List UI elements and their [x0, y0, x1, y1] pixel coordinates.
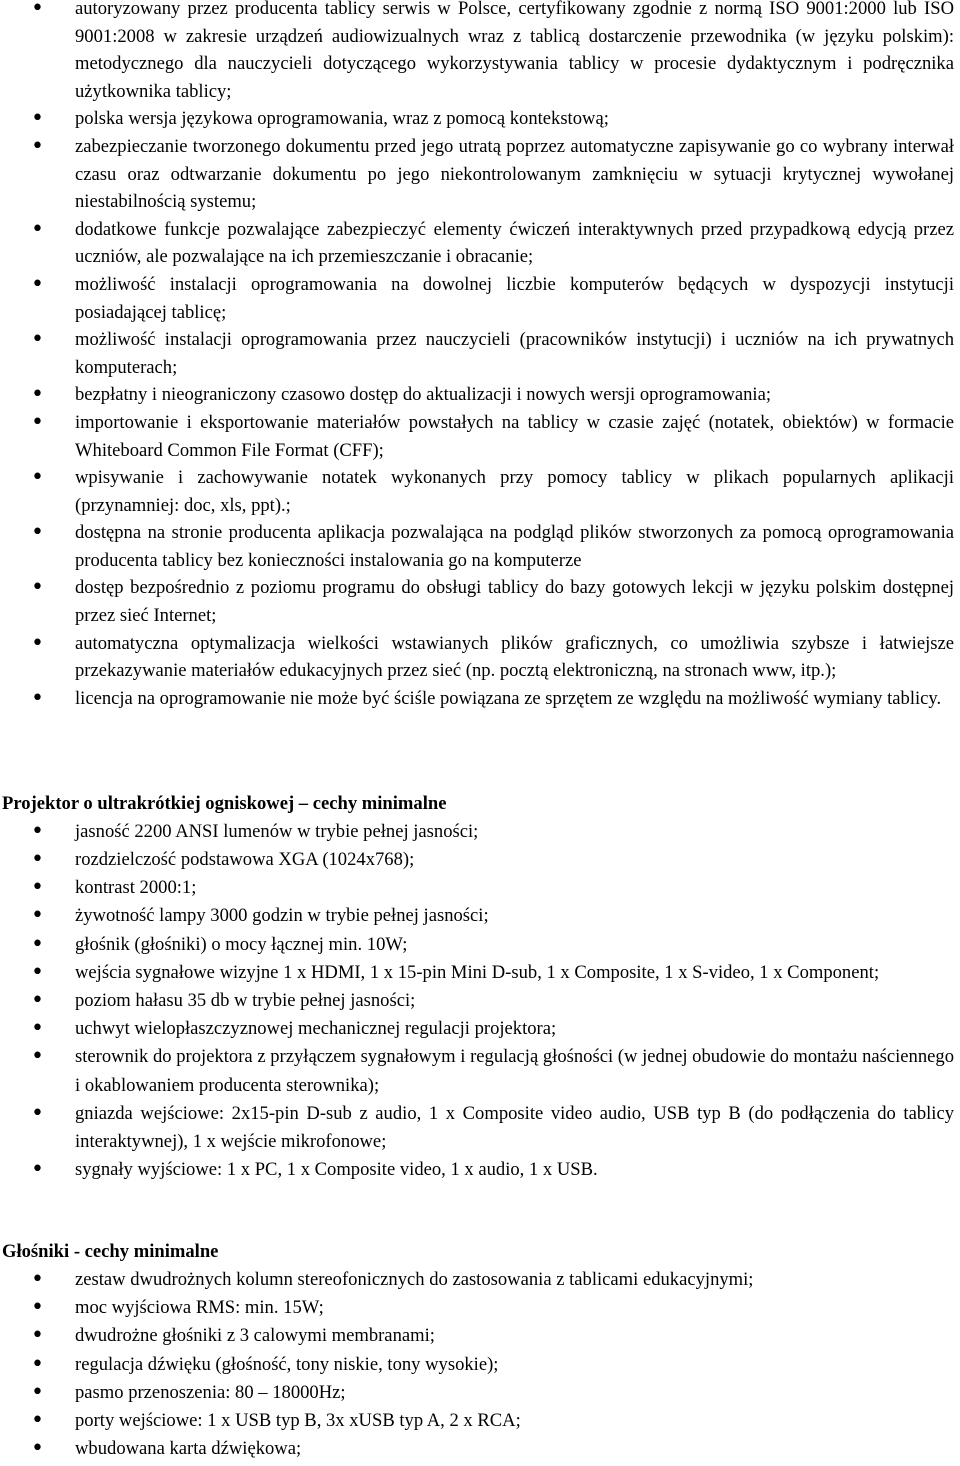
list-item: • sterownik do projektora z przyłączem sygnałowym i regulacją głośności (w jednej obudowie do montażu naściennego i okablowaniem producenta sterownika); [0, 1043, 960, 1099]
speakers-section [0, 1238, 960, 1464]
list-item: • dostęp bezpośrednio z poziomu programu do obsługi tablicy do bazy gotowych lekcji w języku polskim dostępnej przez sieć Internet; [0, 574, 960, 629]
list-item: • poziom hałasu 35 db w trybie pełnej jasności; [0, 987, 960, 1015]
speakers-requirements-list [0, 1266, 960, 1464]
list-item: • sygnały wyjściowe: 1 x PC, 1 x Composite video, 1 x audio, 1 x USB. [0, 1156, 960, 1184]
list-item: • rozdzielczość podstawowa XGA (1024x768); [0, 846, 960, 874]
list-item: • możliwość instalacji oprogramowania na dowolnej liczbie komputerów będących w dyspozycji instytucji posiadającej tablicę; [0, 271, 960, 326]
list-item: • jasność 2200 ANSI lumenów w trybie pełnej jasności; [0, 818, 960, 846]
list-item: • głośnik (głośniki) o mocy łącznej min. 10W; [0, 931, 960, 959]
list-item: • wbudowana karta dźwiękowa; [0, 1435, 960, 1463]
software-requirements-section [0, 0, 960, 712]
list-item: • zabezpieczanie tworzonego dokumentu przed jego utratą poprzez automatyczne zapisywanie go co wybrany interwał czasu oraz odtwarzanie dokumentu po jego niekontrolowanym zamknięciu w sytuacji krytycznej wywołanej niestabilnością systemu; [0, 133, 960, 216]
speakers-heading: Głośniki - cechy minimalne [2, 1241, 219, 1262]
projector-section [0, 790, 960, 1184]
list-item: • zestaw dwudrożnych kolumn stereofonicznych do zastosowania z tablicami edukacyjnymi; [0, 1266, 960, 1294]
list-item: • gniazda wejściowe: 2x15-pin D-sub z audio, 1 x Composite video audio, USB typ B (do podłączenia do tablicy interaktywnej), 1 x wejście mikrofonowe; [0, 1100, 960, 1156]
list-item: • licencja na oprogramowanie nie może być ściśle powiązana ze sprzętem ze względu na możliwość wymiany tablicy. [0, 685, 960, 713]
list-item: • dostępna na stronie producenta aplikacja pozwalająca na podgląd plików stworzonych za pomocą oprogramowania producenta tablicy bez konieczności instalowania go na komputerze [0, 519, 960, 574]
list-item: • importowanie i eksportowanie materiałów powstałych na tablicy w czasie zajęć (notatek, obiektów) w formacie Whiteboard Common File Format (CFF); [0, 409, 960, 464]
list-item: • pasmo przenoszenia: 80 – 18000Hz; [0, 1379, 960, 1407]
projector-requirements-list [0, 818, 960, 1185]
list-item: • autoryzowany przez producenta tablicy serwis w Polsce, certyfikowany zgodnie z normą ISO 9001:2000 lub ISO 9001:2008 w zakresie urządzeń audiowizualnych wraz z tablicą dostarczenie przewodnika (w języku polskim): metodycznego dla nauczycieli dotyczącego wykorzystywania tablicy w procesie dydaktycznym i podręcznika użytkownika tablicy; [0, 0, 960, 105]
list-item: • kontrast 2000:1; [0, 874, 960, 902]
list-item: • bezpłatny i nieograniczony czasowo dostęp do aktualizacji i nowych wersji oprogramowania; [0, 381, 960, 409]
list-item: • uchwyt wielopłaszczyznowej mechanicznej regulacji projektora; [0, 1015, 960, 1043]
list-item: • żywotność lampy 3000 godzin w trybie pełnej jasności; [0, 902, 960, 930]
list-item: • porty wejściowe: 1 x USB typ B, 3x xUSB typ A, 2 x RCA; [0, 1407, 960, 1435]
list-item: • dodatkowe funkcje pozwalające zabezpieczyć elementy ćwiczeń interaktywnych przed przypadkową edycją przez uczniów, ale pozwalające na ich przemieszczanie i obracanie; [0, 216, 960, 271]
list-item: • dwudrożne głośniki z 3 calowymi membranami; [0, 1322, 960, 1350]
projector-heading: Projektor o ultrakrótkiej ogniskowej – cechy minimalne [2, 793, 447, 814]
list-item: • moc wyjściowa RMS: min. 15W; [0, 1294, 960, 1322]
list-item: • możliwość instalacji oprogramowania przez nauczycieli (pracowników instytucji) i uczniów na ich prywatnych komputerach; [0, 326, 960, 381]
list-item: • regulacja dźwięku (głośność, tony niskie, tony wysokie); [0, 1351, 960, 1379]
list-item: • polska wersja językowa oprogramowania, wraz z pomocą kontekstową; [0, 105, 960, 133]
software-requirements-list [0, 0, 960, 712]
list-item: • wejścia sygnałowe wizyjne 1 x HDMI, 1 x 15-pin Mini D-sub, 1 x Composite, 1 x S-video, 1 x Component; [0, 959, 960, 987]
list-item: • automatyczna optymalizacja wielkości wstawianych plików graficznych, co umożliwia szybsze i łatwiejsze przekazywanie materiałów edukacyjnych przez sieć (np. pocztą elektroniczną, na stronach www, itp.); [0, 630, 960, 685]
list-item: • wpisywanie i zachowywanie notatek wykonanych przy pomocy tablicy w plikach popularnych aplikacji (przynamniej: doc, xls, ppt).; [0, 464, 960, 519]
